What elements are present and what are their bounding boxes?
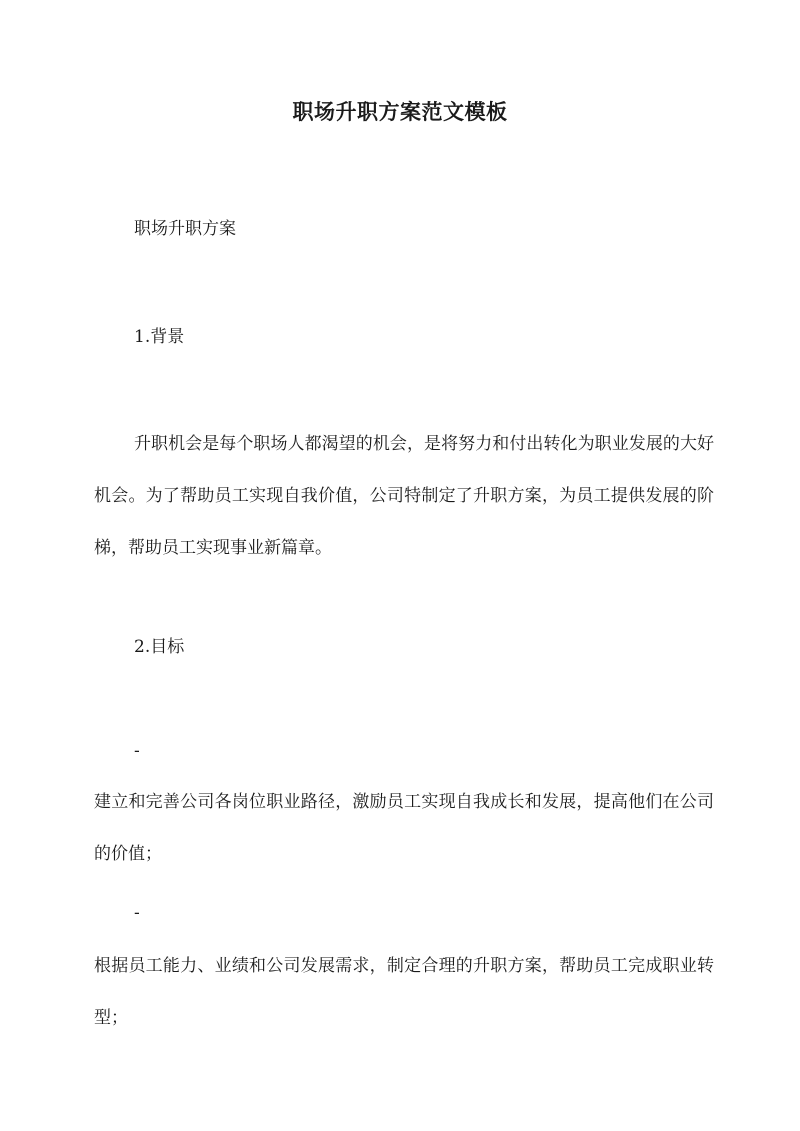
list-item-1-marker: - (134, 741, 140, 761)
section-1-title: 1.背景 (134, 327, 185, 347)
document-heading: 职场升职方案 (134, 219, 236, 239)
list-item-2-marker: - (134, 903, 140, 923)
list-item-1-text: 建立和完善公司各岗位职业路径，激励员工实现自我成长和发展，提高他们在公司的价值； (94, 792, 714, 864)
document-title: 职场升职方案范文模板 (292, 99, 508, 124)
list-item-2-text: 根据员工能力、业绩和公司发展需求，制定合理的升职方案，帮助员工完成职业转型； (94, 956, 714, 1028)
section-1-paragraph: 升职机会是每个职场人都渴望的机会，是将努力和付出转化为职业发展的大好机会。为了帮助员工实现自我价值，公司特制定了升职方案，为员工提供发展的阶梯，帮助员工实现事业新篇章。 (94, 434, 714, 558)
section-2-title: 2.目标 (134, 637, 185, 657)
